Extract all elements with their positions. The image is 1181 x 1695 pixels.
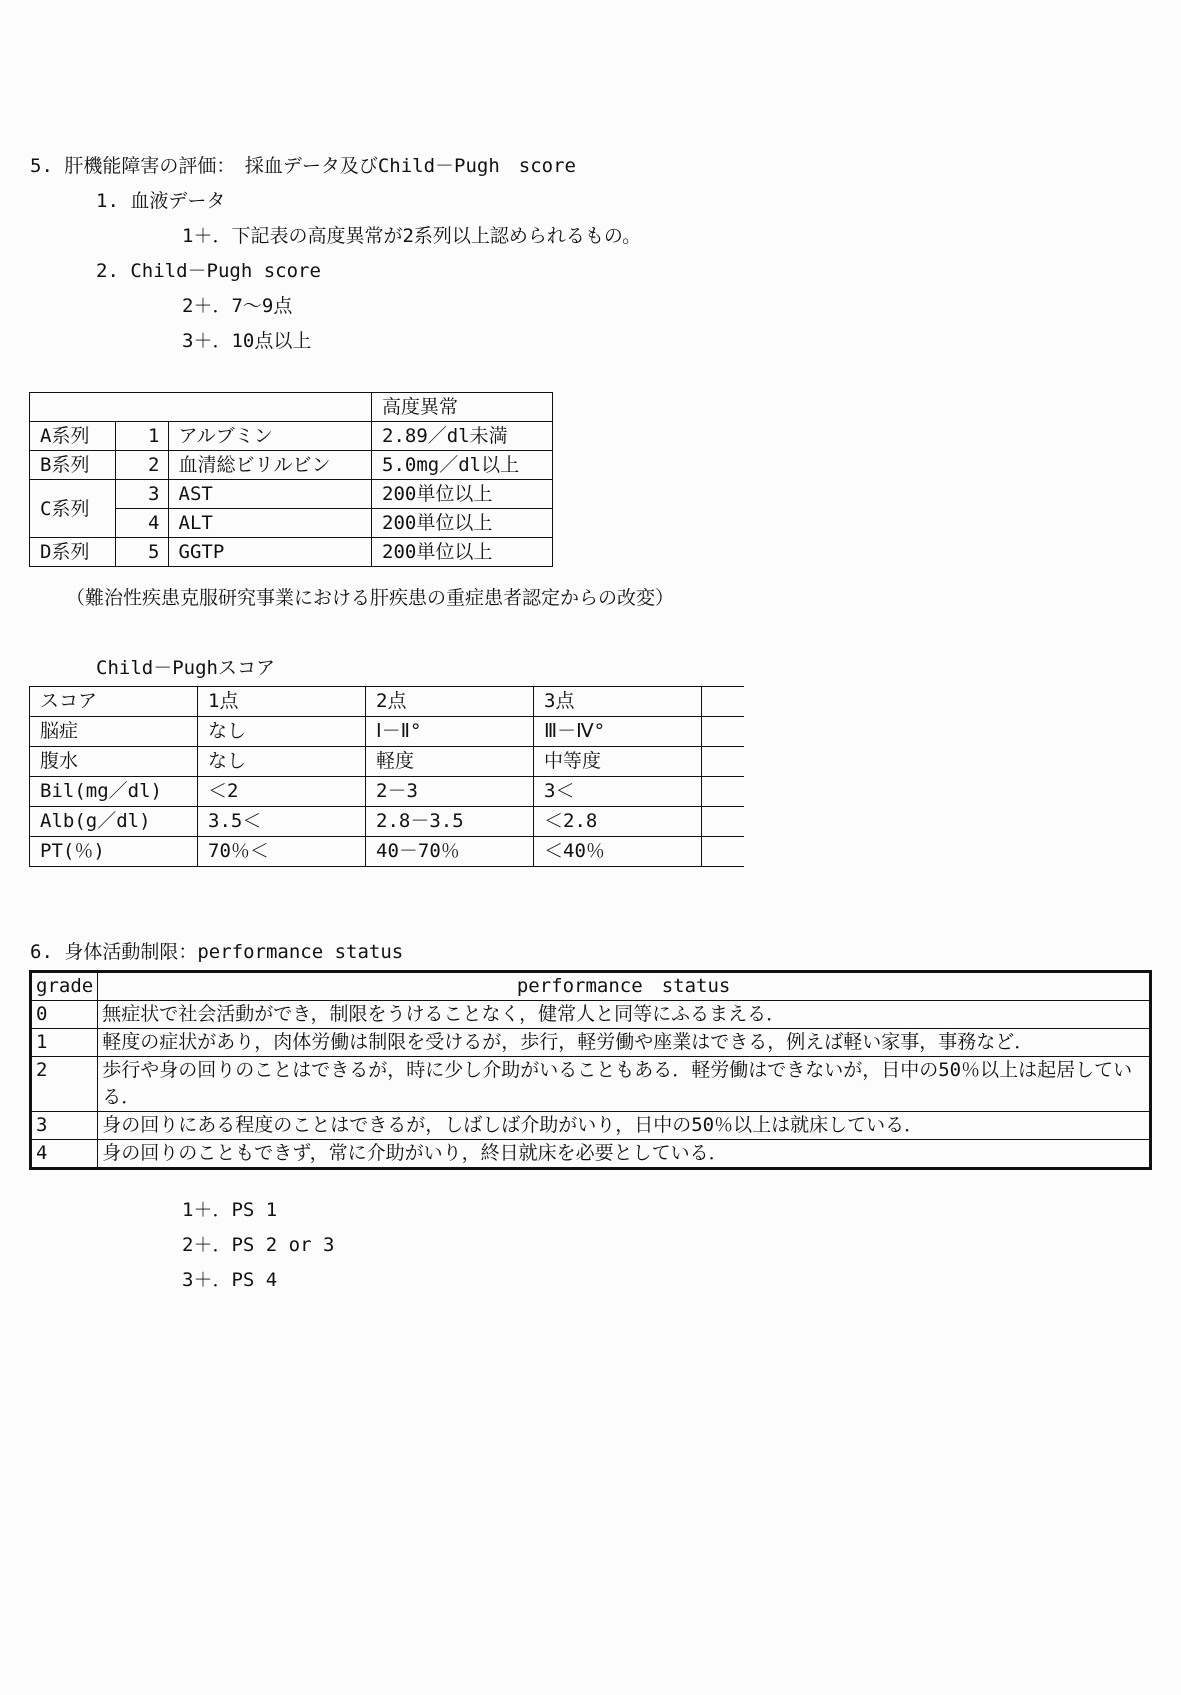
grade-cell: 4 (31, 1140, 98, 1169)
threshold-cell: 2.89／dl未満 (372, 422, 553, 451)
empty-cell (702, 777, 745, 807)
table-row (30, 747, 745, 777)
cell: 3.5＜ (198, 807, 366, 837)
ps-criteria-0: 1＋．PS 1 (182, 1199, 278, 1221)
header-cell: 2点 (366, 687, 534, 717)
section5-item1-criteria: 1＋．下記表の高度異常が2系列以上認められるもの。 (182, 225, 642, 247)
test-cell: アルブミン (168, 422, 372, 451)
description-cell: 無症状で社会活動ができ，制限をうけることなく，健常人と同等にふるまえる． (98, 1001, 1151, 1029)
section6-title: 6. 身体活動制限：performance status (30, 941, 404, 963)
cell: 腹水 (30, 747, 198, 777)
series-cell: B系列 (30, 451, 116, 480)
grade-cell: 1 (31, 1029, 98, 1057)
header-cell: スコア (30, 687, 198, 717)
description-cell: 身の回りのこともできず，常に介助がいり，終日就床を必要としている． (98, 1140, 1151, 1169)
number-cell: 4 (116, 509, 168, 538)
cell: 2.8－3.5 (366, 807, 534, 837)
test-cell: 血清総ビリルビン (168, 451, 372, 480)
section5-item2: 2. Child－Pugh score (96, 260, 321, 282)
number-cell: 1 (116, 422, 168, 451)
empty-cell (702, 747, 745, 777)
cell: Ⅰ－Ⅱ° (366, 717, 534, 747)
empty-cell (702, 807, 745, 837)
table-row (30, 422, 553, 451)
description-cell: 身の回りにある程度のことはできるが，しばしば介助がいり，日中の50％以上は就床している． (98, 1112, 1151, 1140)
ps-criteria-2: 3＋．PS 4 (182, 1269, 278, 1291)
test-cell: ALT (168, 509, 372, 538)
cell: 軽度 (366, 747, 534, 777)
number-cell: 3 (116, 480, 168, 509)
table-row (30, 837, 745, 867)
section5-item1: 1. 血液データ (96, 190, 226, 212)
table-row (30, 451, 553, 480)
table-header-row (31, 972, 1151, 1001)
table-row (31, 1029, 1151, 1057)
cell: なし (198, 717, 366, 747)
header-cell: 3点 (534, 687, 702, 717)
table-header-row (30, 687, 745, 717)
number-cell: 5 (116, 538, 168, 567)
table-row (31, 1001, 1151, 1029)
blood-data-table (29, 392, 553, 567)
cell: Ⅲ－Ⅳ° (534, 717, 702, 747)
threshold-cell: 200単位以上 (372, 509, 553, 538)
header-blank (30, 393, 372, 422)
blood-table-caption: （難治性疾患克服研究事業における肝疾患の重症患者認定からの改変） (66, 587, 675, 609)
table-row (31, 1057, 1151, 1112)
header-cell: 1点 (198, 687, 366, 717)
section5-item2-criteria-0: 2＋．7～9点 (182, 295, 293, 317)
table-row (31, 1140, 1151, 1169)
table-row (31, 1112, 1151, 1140)
performance-status-table (29, 970, 1152, 1170)
table-header-row (30, 393, 553, 422)
child-pugh-table (29, 686, 744, 867)
table-row (30, 480, 553, 509)
grade-cell: 2 (31, 1057, 98, 1112)
test-cell: AST (168, 480, 372, 509)
header-performance-status: performance status (98, 972, 1151, 1001)
grade-cell: 0 (31, 1001, 98, 1029)
cell: ＜2 (198, 777, 366, 807)
series-cell: C系列 (30, 480, 116, 538)
threshold-cell: 5.0mg／dl以上 (372, 451, 553, 480)
threshold-cell: 200単位以上 (372, 538, 553, 567)
threshold-cell: 200単位以上 (372, 480, 553, 509)
cell: なし (198, 747, 366, 777)
section5-title: 5. 肝機能障害の評価： 採血データ及びChild－Pugh score (30, 155, 576, 177)
ps-criteria-1: 2＋．PS 2 or 3 (182, 1234, 335, 1256)
cell: 2－3 (366, 777, 534, 807)
grade-cell: 3 (31, 1112, 98, 1140)
description-cell: 歩行や身の回りのことはできるが，時に少し介助がいることもある．軽労働はできないが，日中の50％以上は起居している． (98, 1057, 1151, 1112)
cell: 3＜ (534, 777, 702, 807)
cell: ＜40％ (534, 837, 702, 867)
table-row (30, 717, 745, 747)
series-cell: D系列 (30, 538, 116, 567)
cell: 70％＜ (198, 837, 366, 867)
empty-cell (702, 837, 745, 867)
number-cell: 2 (116, 451, 168, 480)
cell: 中等度 (534, 747, 702, 777)
description-cell: 軽度の症状があり，肉体労働は制限を受けるが，歩行，軽労働や座業はできる，例えば軽い家事，事務など． (98, 1029, 1151, 1057)
cell: Alb(g／dl) (30, 807, 198, 837)
cell: 40－70％ (366, 837, 534, 867)
empty-cell (702, 687, 745, 717)
test-cell: GGTP (168, 538, 372, 567)
cell: PT(％) (30, 837, 198, 867)
cell: Bil(mg／dl) (30, 777, 198, 807)
child-pugh-title: Child－Pughスコア (96, 657, 275, 679)
section5-item2-criteria-1: 3＋．10点以上 (182, 330, 312, 352)
table-row (30, 777, 745, 807)
cell: ＜2.8 (534, 807, 702, 837)
cell: 脳症 (30, 717, 198, 747)
header-cell: 高度異常 (372, 393, 553, 422)
header-grade: grade (31, 972, 98, 1001)
empty-cell (702, 717, 745, 747)
series-cell: A系列 (30, 422, 116, 451)
table-row (30, 538, 553, 567)
table-row (30, 807, 745, 837)
